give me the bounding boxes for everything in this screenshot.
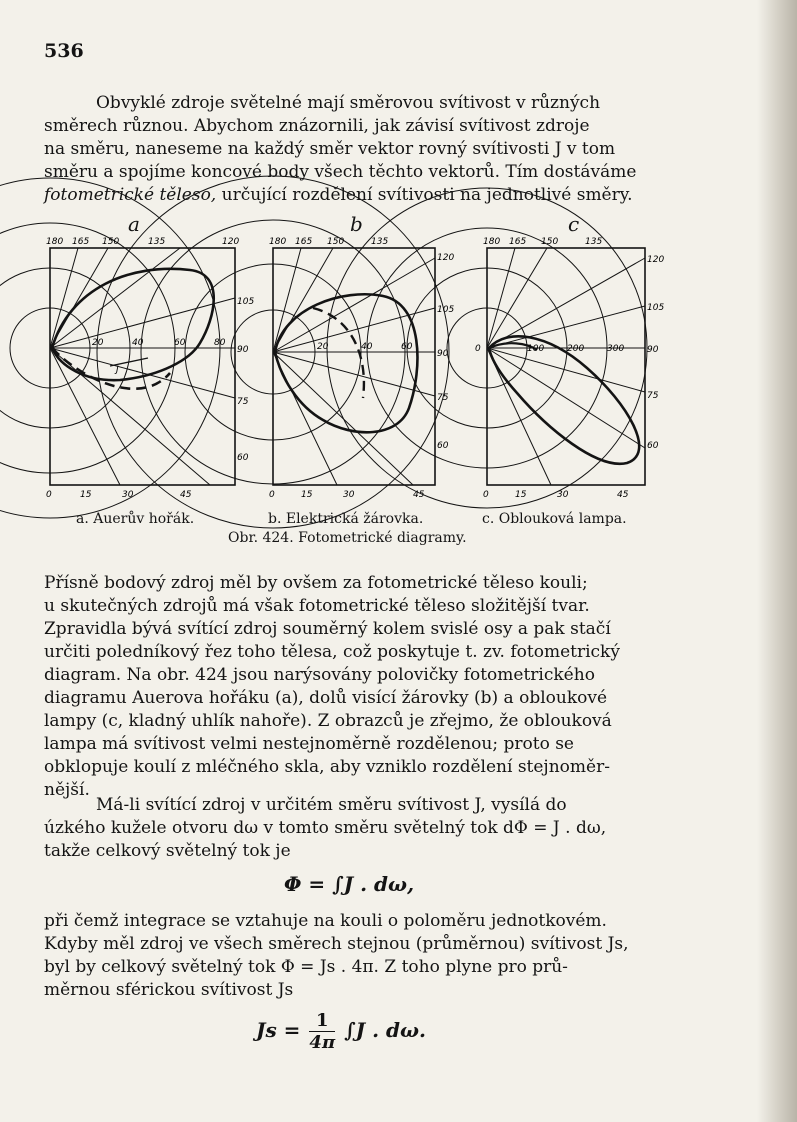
tick-label: 135 [371,237,389,247]
fraction [309,1010,335,1053]
tick-label: 0 [46,490,52,500]
equation-lhs: Js = [256,1018,301,1042]
tick-label: 20 [92,338,104,348]
tick-label: 20 [317,342,329,352]
vector-label: J [116,365,119,375]
diagram-frame [273,248,435,485]
tick-label: 15 [301,490,313,500]
tick-label: 15 [80,490,92,500]
tick-label: 135 [148,237,166,247]
tick-label: 60 [237,453,249,463]
figure-letter-c: c [568,212,580,236]
text-line: diagram. Na obr. 424 jsou narýsovány polovičky fotometrického [44,665,595,685]
tick-label: 40 [132,338,144,348]
tick-label: 120 [222,237,240,247]
tick-label: 105 [437,305,455,315]
tick-label: 30 [122,490,134,500]
paragraph-photometric-body [44,572,668,802]
paragraph-luminous-flux [44,794,668,863]
term-fotometricke-teleso: fotometrické těleso, [44,185,217,205]
tick-label: 200 [567,344,585,354]
text-line: Přísně bodový zdroj měl by ovšem za fotometrické těleso kouli; [44,573,588,593]
text-line: Kdyby měl zdroj ve všech směrech stejnou (průměrnou) svítivost Js, [44,934,629,954]
tick-label: 105 [237,297,255,307]
text-line: Zpravidla bývá svítící zdroj souměrný kolem svislé osy a pak stačí [44,619,611,639]
tick-label: 135 [585,237,603,247]
curve-bulb-solid [275,294,417,432]
tick-label: 90 [237,345,249,355]
tick-label: 30 [557,490,569,500]
text-line: směru a spojíme koncové body všech těchto vektorů. Tím dostáváme [44,162,637,182]
text-span: určující rozdělení svítivosti na jednotlivé směry. [216,185,633,205]
text-line: obklopuje koulí z mléčného skla, aby vzniklo rozdělení stejnoměr- [44,757,610,777]
curve-bulb-dashed [313,308,364,398]
figure-letter-b: b [350,212,363,236]
tick-label: 0 [475,344,481,354]
tick-label: 60 [437,441,449,451]
tick-label: 75 [237,397,249,407]
equation-spherical-intensity [256,1010,426,1053]
tick-label: 0 [269,490,275,500]
tick-label: 300 [607,344,625,354]
tick-label: 60 [647,441,659,451]
tick-label: 40 [361,342,373,352]
tick-label: 120 [437,253,455,263]
tick-label: 75 [437,393,449,403]
tick-label: 0 [483,490,489,500]
tick-label: 30 [343,490,355,500]
text-line: směrech různou. Abychom znázornili, jak závisí svítivost zdroje [44,116,590,136]
caption-b: b. Elektrická žárovka. [268,511,424,527]
tick-label: 45 [617,490,629,500]
tick-label: 60 [174,338,186,348]
tick-label: 150 [102,237,120,247]
text-line: určiti poledníkový řez toho tělesa, což poskytuje t. zv. fotometrický [44,642,620,662]
text-line: byl by celkový světelný tok Φ = Js . 4π. Z toho plyne pro prů- [44,957,568,977]
diagram-frame [487,248,645,485]
figure-title: Obr. 424. Fotometrické diagramy. [228,530,467,546]
tick-label: 165 [509,237,527,247]
figure-letter-a: a [128,212,140,236]
caption-c: c. Oblouková lampa. [482,511,627,527]
equation-rhs: ∫J . dω. [344,1018,427,1042]
text-line: lampa má svítivost velmi nestejnoměrně rozdělenou; proto se [44,734,574,754]
tick-label: 80 [214,338,226,348]
tick-label: 165 [72,237,90,247]
text-line: takže celkový světelný tok je [44,841,291,861]
tick-label: 180 [483,237,501,247]
text-line: na směru, naneseme na každý směr vektor rovný svítivosti J v tom [44,139,616,159]
paragraph-intro [44,92,672,207]
equation-total-flux: Φ = ∫J . dω, [284,872,415,896]
text-line [44,184,672,207]
text-line: diagramu Auerova hořáku (a), dolů visící žárovky (b) a obloukové [44,688,608,708]
text-line: Má-li svítící zdroj v určitém směru svítivost J, vysílá do [96,795,567,815]
tick-label: 180 [269,237,287,247]
text-line: Obvyklé zdroje světelné mají směrovou svítivost v různých [96,93,601,113]
caption-a: a. Auerův hořák. [76,511,195,527]
tick-label: 90 [647,345,659,355]
paragraph-spherical-intensity [44,910,668,1002]
fraction-numerator: 1 [309,1010,335,1032]
page-edge-shadow [757,0,797,1122]
tick-label: 120 [647,255,665,265]
text-line: při čemž integrace se vztahuje na kouli o poloměru jednotkovém. [44,911,607,931]
page-number: 536 [44,40,84,62]
text-line: nější. [44,780,90,800]
text-line: měrnou sférickou svítivost Js [44,980,294,1000]
tick-label: 90 [437,349,449,359]
fraction-denominator: 4π [309,1032,336,1053]
text-line: u skutečných zdrojů má však fotometrické těleso složitější tvar. [44,596,590,616]
tick-label: 45 [413,490,425,500]
tick-label: 45 [180,490,192,500]
tick-label: 105 [647,303,665,313]
text-line: lampy (c, kladný uhlík nahoře). Z obrazců je zřejmo, že oblouková [44,711,612,731]
tick-label: 75 [647,391,659,401]
tick-label: 100 [527,344,545,354]
tick-label: 60 [401,342,413,352]
tick-label: 150 [327,237,345,247]
tick-label: 165 [295,237,313,247]
text-line: úzkého kužele otvoru dω v tomto směru světelný tok dΦ = J . dω, [44,818,607,838]
diagram-c [475,237,677,508]
tick-label: 15 [515,490,527,500]
tick-label: 150 [541,237,559,247]
tick-label: 180 [46,237,64,247]
